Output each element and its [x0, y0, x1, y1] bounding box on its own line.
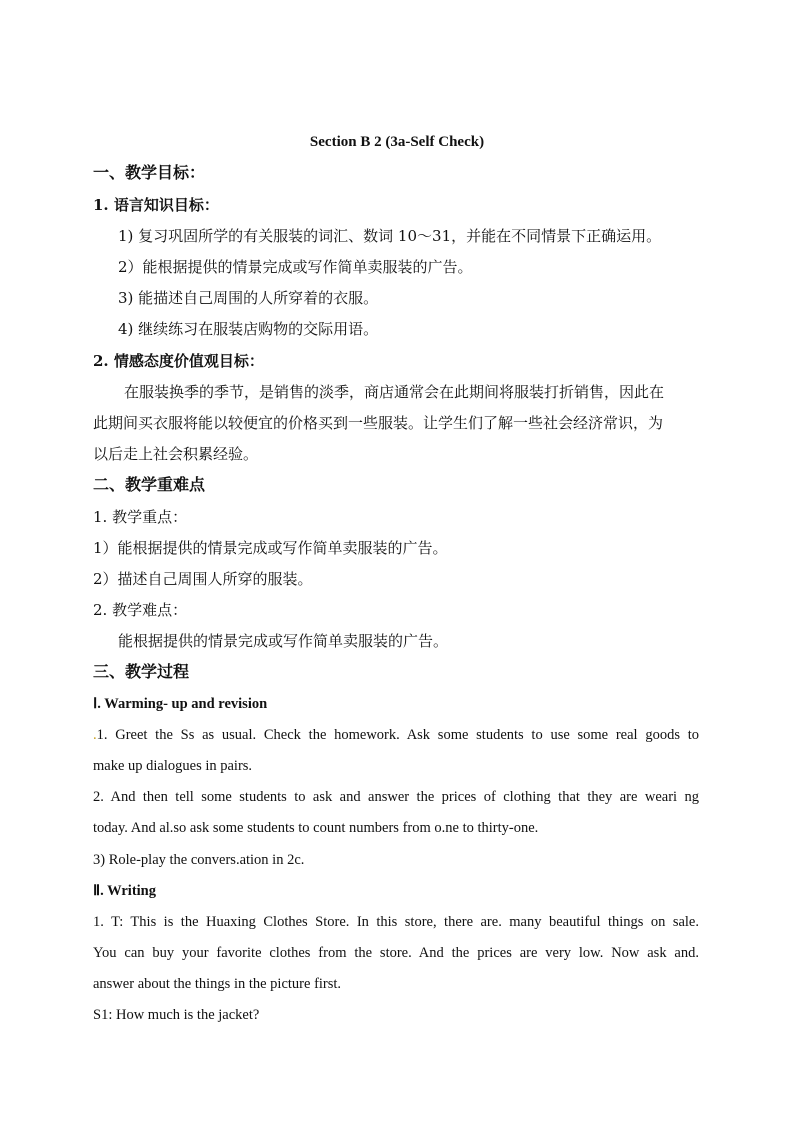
section-heading-procedure: 三、教学过程 [93, 662, 190, 681]
subheading-key-points: 1. 教学重点： [93, 508, 188, 526]
paragraph-line: 2. And then tell some students to ask and answer the prices of clothing that they are weari ng [93, 789, 699, 805]
subheading-language-goals: 1. 语言知识目标： [93, 196, 219, 214]
paragraph-line: today. And al.so ask some students to count numbers from o.ne to thirty-one. [93, 820, 539, 836]
section-heading-key-points: 二、教学重难点 [93, 475, 206, 494]
subheading-difficult-points: 2. 教学难点： [93, 601, 188, 619]
paragraph-line: 在服装换季的季节，是销售的淡季，商店通常会在此期间将服装打折销售，因此在 [124, 383, 665, 401]
list-item: 2）描述自己周围人所穿的服装。 [93, 570, 313, 588]
paragraph-line: answer about the things in the picture first. [93, 976, 342, 992]
paragraph-line: S1: How much is the jacket? [93, 1007, 260, 1023]
paragraph-line: make up dialogues in pairs. [93, 758, 253, 774]
paragraph-line: 3) Role-play the convers.ation in 2c. [93, 852, 305, 868]
list-item: 1）能根据提供的情景完成或写作简单卖服装的广告。 [93, 539, 448, 557]
list-item: 3) 能描述自己周围的人所穿着的衣服。 [118, 289, 379, 307]
list-item: 1) 复习巩固所学的有关服装的词汇、数词 10～31，并能在不同情景下正确运用。 [118, 227, 662, 245]
paragraph-line [93, 725, 699, 745]
document-title: Section B 2 (3a-Self Check) [309, 134, 485, 150]
marker-dot: . [93, 727, 97, 743]
subheading-attitude-goals: 2. 情感态度价值观目标： [93, 352, 264, 370]
paragraph-line: 1. T: This is the Huaxing Clothes Store. In this store, there are. many beautiful things on sale. [93, 914, 699, 930]
step-heading-writing: Ⅱ. Writing [93, 883, 156, 899]
list-item: 4) 继续练习在服装店购物的交际用语。 [118, 320, 379, 338]
list-item: 能根据提供的情景完成或写作简单卖服装的广告。 [118, 632, 449, 650]
list-item: 2）能根据提供的情景完成或写作简单卖服装的广告。 [118, 258, 473, 276]
paragraph-line: 此期间买衣服将能以较便宜的价格买到一些服装。让学生们了解一些社会经济常识，为 [93, 414, 664, 432]
paragraph-text: 1. Greet the Ss as usual. Check the homework. Ask some students to use some real goods to [96, 727, 699, 743]
paragraph-line: 以后走上社会积累经验。 [93, 445, 259, 463]
paragraph-line: You can buy your favorite clothes from the store. And the prices are very low. Now ask and. [93, 945, 699, 961]
section-heading-objectives: 一、教学目标： [93, 163, 206, 182]
step-heading-warming-up: Ⅰ. Warming- up and revision [93, 696, 268, 712]
